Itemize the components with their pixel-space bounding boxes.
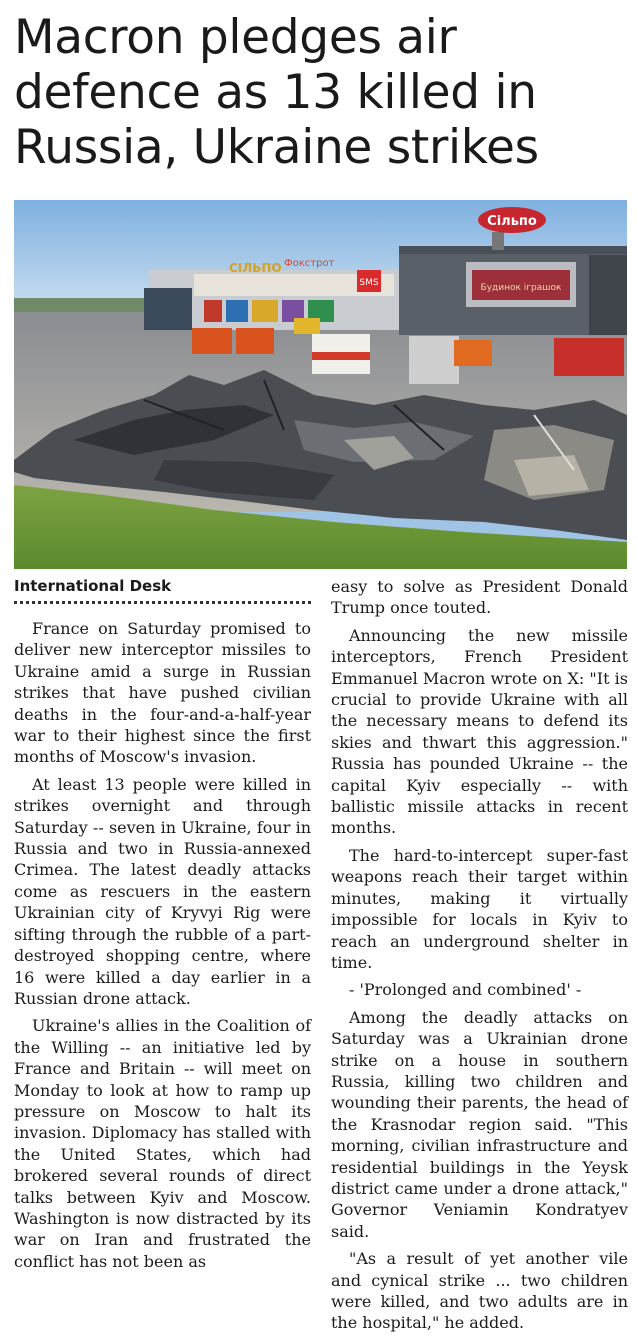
article-column-left <box>14 576 311 1278</box>
paragraph: At least 13 people were killed in strikes overnight and through Saturday -- seven in Ukraine, four in Russia and two in Russia-annexed Crimea. The latest deadly attacks come as rescuers in the eastern Ukrainian city of Kryvyi Rig were sifting through the rubble of a part-destroyed shopping centre, where 16 were killed a day earlier in a Russian drone attack. <box>14 774 311 1008</box>
paragraph: The hard-to-intercept super-fast weapons reach their target within minutes, making it virtually impossible for locals in Kyiv to reach an underground shelter in time. <box>331 845 628 972</box>
svg-text:Сільпо: Сільпо <box>487 214 537 229</box>
svg-text:SMS: SMS <box>359 278 379 288</box>
paragraph: Among the deadly attacks on Saturday was a Ukrainian drone strike on a house in southern Russia, killing two children and wounding their parents, the head of the Krasnodar region said. "This morning, civilian infrastructure and residential buildings in the Yeysk district came under a drone attack," Governor Veniamin Kondratyev said. <box>331 1007 628 1241</box>
paragraph: "As a result of yet another vile and cynical strike ... two children were killed, and two adults are in the hospital," he added. <box>331 1249 628 1333</box>
paragraph-continued: easy to solve as President Donald Trump once touted. <box>331 577 628 618</box>
headline: Macron pledges air defence as 13 killed in Russia, Ukraine strikes <box>14 10 539 175</box>
news-photo <box>14 200 627 569</box>
svg-text:Фокстрот: Фокстрот <box>284 258 335 269</box>
svg-text:СІЛЬПО: СІЛЬПО <box>229 261 282 275</box>
paragraph: Ukraine's allies in the Coalition of the Willing -- an initiative led by France and Britain -- will meet on Monday to look at how to ramp up pressure on Moscow to halt its invasion. Diplomacy has stalled with the United States, which had brokered several rounds of direct talks between Kyiv and Moscow. Washington is now distracted by its war on Iran and frustrated the conflict has not been as <box>14 1016 311 1271</box>
paragraph: Announcing the new missile interceptors, French President Emmanuel Macron wrote on X: "It is crucial to provide Ukraine with all the necessary means to defend its skies and thwart this aggression." Russia has pounded Ukraine -- the capital Kyiv especially -- with ballistic missile attacks in recent months. <box>331 625 628 838</box>
byline-divider <box>14 601 311 604</box>
paragraph: France on Saturday promised to deliver new interceptor missiles to Ukraine amid a surge in Russian strikes that have pushed civilian deaths in the four-and-a-half-year war to their highest since the first months of Moscow's invasion. <box>14 619 311 767</box>
svg-text:Будинок іграшок: Будинок іграшок <box>480 283 562 293</box>
byline: International Desk <box>14 577 172 595</box>
article-column-right <box>331 576 628 1340</box>
subheading: - 'Prolonged and combined' - <box>349 980 582 1000</box>
